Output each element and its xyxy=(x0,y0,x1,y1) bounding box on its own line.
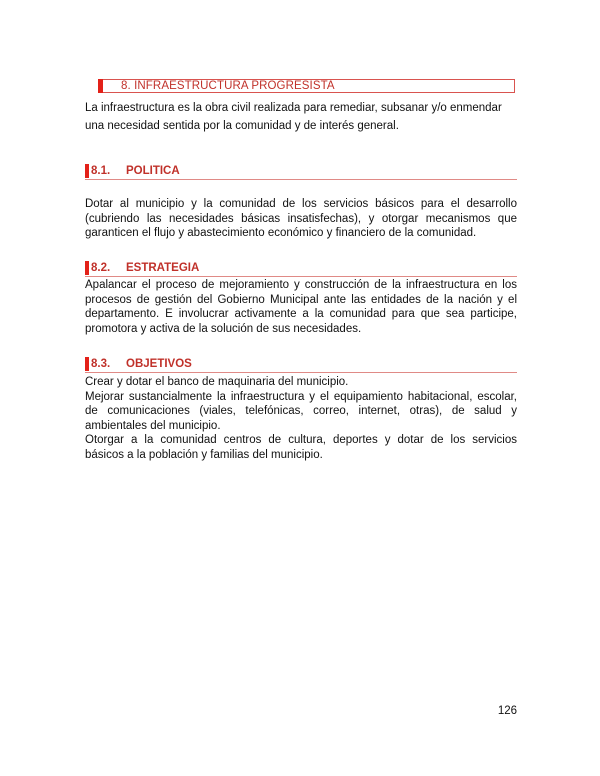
body-line: Dotar al municipio y la comunidad de los servicios básicos para el desarrollo xyxy=(85,198,517,210)
intro-line: La infraestructura es la obra civil realizada para remediar, subsanar y/o enmendar xyxy=(85,102,502,114)
section-title: ESTRATEGIA xyxy=(126,262,200,274)
body-line: Otorgar a la comunidad centros de cultura, deportes y dotar de los servicios xyxy=(85,434,517,447)
body-line: Mejorar sustancialmente la infraestructura y el equipamiento habitacional, escolar, xyxy=(85,390,517,403)
body-line: (cubriendo las necesidades básicas insatisfechas), y otorgar mecanismos que xyxy=(85,212,517,225)
section-body-politica xyxy=(85,197,517,241)
page-number: 126 xyxy=(497,705,517,717)
body-line: procesos de gestión del Gobierno Municipal ante las entidades de la nación y el xyxy=(85,293,517,306)
section-marker xyxy=(85,164,89,178)
body-line: Apalancar el proceso de mejoramiento y construcción de la infraestructura en los xyxy=(85,279,517,291)
body-line: promotora y activa de la solución de sus necesidades. xyxy=(85,322,362,335)
body-line: garanticen el flujo y abastecimiento económico y financiero de la comunidad. xyxy=(85,227,477,240)
section-heading-estrategia xyxy=(85,260,517,277)
chapter-heading xyxy=(98,79,515,93)
intro-line: una necesidad sentida por la comunidad y de interés general. xyxy=(85,119,399,132)
section-body-estrategia xyxy=(85,278,517,336)
body-line: de comunicaciones (viales, telefónicas, correo, internet, otras), de salud y xyxy=(85,405,517,418)
section-body-objetivos xyxy=(85,375,517,463)
section-number: 8.3. xyxy=(91,358,111,370)
chapter-marker xyxy=(98,79,103,93)
section-heading-politica xyxy=(85,163,517,180)
section-number: 8.2. xyxy=(91,262,111,274)
section-title: POLITICA xyxy=(126,165,180,177)
body-line: básicos a la población y familias del municipio. xyxy=(85,448,323,461)
body-line: Crear y dotar el banco de maquinaria del municipio. xyxy=(85,376,349,388)
chapter-title: 8. INFRAESTRUCTURA PROGRESISTA xyxy=(121,80,335,92)
section-title: OBJETIVOS xyxy=(126,358,192,370)
body-line: ambientales del municipio. xyxy=(85,419,221,432)
body-line: departamento. E involucrar activamente a la comunidad para que sea participe, xyxy=(85,308,517,321)
section-marker xyxy=(85,261,89,275)
chapter-intro xyxy=(85,100,517,135)
section-marker xyxy=(85,357,89,371)
section-number: 8.1. xyxy=(91,165,111,177)
section-heading-objetivos xyxy=(85,356,517,373)
